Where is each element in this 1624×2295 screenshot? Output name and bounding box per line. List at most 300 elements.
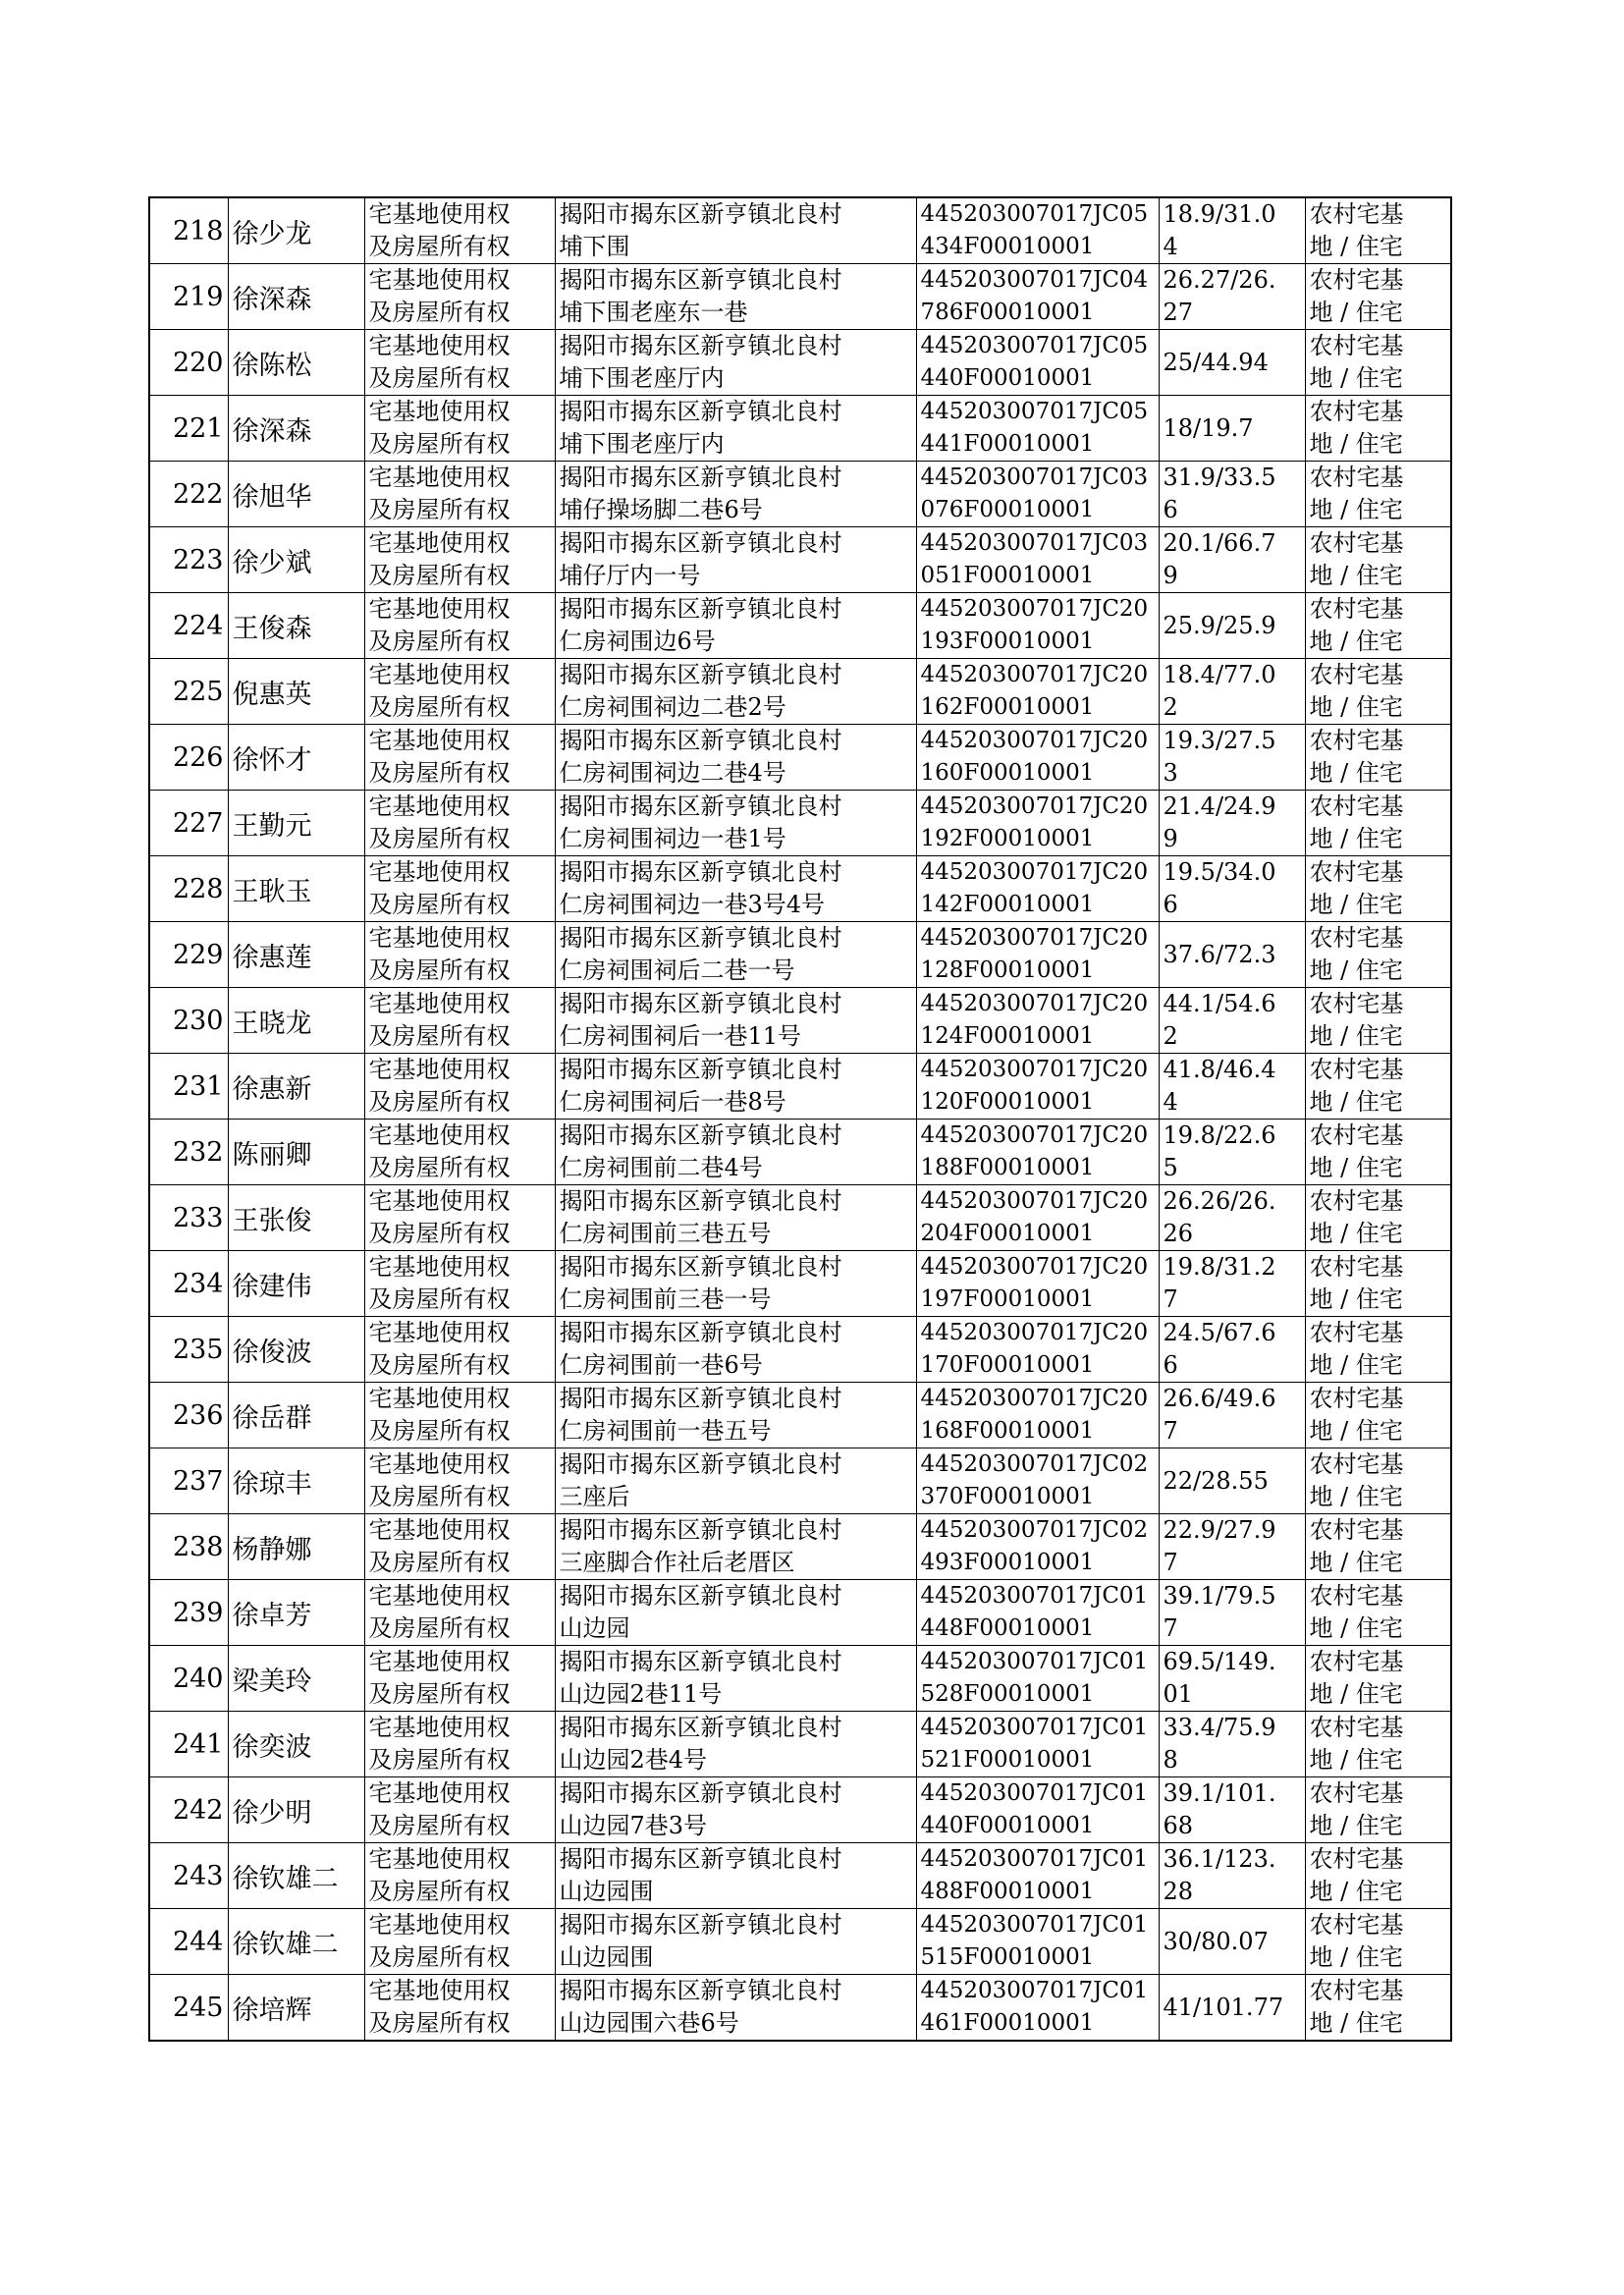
property-address-line: 山边园围 bbox=[559, 1878, 654, 1905]
unit-code-cell bbox=[916, 1054, 1159, 1120]
land-use-cell bbox=[1305, 1054, 1451, 1120]
property-address-line: 揭阳市揭东区新亨镇北良村 bbox=[559, 595, 842, 623]
right-type-cell bbox=[364, 593, 555, 659]
property-address-line: 山边园2巷11号 bbox=[559, 1680, 723, 1708]
table-row bbox=[149, 791, 1451, 856]
property-address-line: 山边园 bbox=[559, 1614, 630, 1642]
row-number-cell: 233 bbox=[149, 1185, 228, 1251]
owner-name-cell: 王俊森 bbox=[228, 593, 364, 659]
unit-code-line: 445203007017JC20 bbox=[920, 662, 1149, 687]
unit-code-line: 445203007017JC03 bbox=[920, 530, 1149, 556]
right-type-line: 及房屋所有权 bbox=[368, 1680, 511, 1708]
owner-name-cell: 徐惠新 bbox=[228, 1054, 364, 1120]
area-value-line: 22/28.55 bbox=[1163, 1466, 1269, 1495]
area-value-line: 18/19.7 bbox=[1163, 413, 1254, 442]
owner-name-cell: 徐俊波 bbox=[228, 1317, 364, 1383]
property-address-cell bbox=[555, 988, 916, 1054]
land-use-line: 地 / 住宅 bbox=[1309, 496, 1403, 523]
property-address-line: 三座脚合作社后老厝区 bbox=[559, 1549, 795, 1576]
unit-code-line: 370F00010001 bbox=[920, 1484, 1095, 1509]
land-use-line: 地 / 住宅 bbox=[1309, 1746, 1403, 1774]
owner-name-cell: 徐深森 bbox=[228, 396, 364, 462]
table-row bbox=[149, 1909, 1451, 1975]
area-value-cell bbox=[1159, 197, 1305, 264]
owner-name-cell: 徐深森 bbox=[228, 264, 364, 330]
land-use-cell bbox=[1305, 527, 1451, 593]
row-number-cell: 238 bbox=[149, 1514, 228, 1580]
property-address-line: 仁房祠围前二巷4号 bbox=[559, 1154, 763, 1181]
area-value-line: 2 bbox=[1163, 1022, 1178, 1050]
unit-code-line: 445203007017JC20 bbox=[920, 1188, 1149, 1214]
property-address-line: 揭阳市揭东区新亨镇北良村 bbox=[559, 529, 842, 557]
property-address-cell bbox=[555, 791, 916, 856]
property-address-line: 揭阳市揭东区新亨镇北良村 bbox=[559, 1714, 842, 1741]
property-address-line: 仁房祠围祠边一巷1号 bbox=[559, 825, 786, 852]
unit-code-line: 445203007017JC01 bbox=[920, 1780, 1149, 1806]
area-value-cell bbox=[1159, 988, 1305, 1054]
row-number-cell: 245 bbox=[149, 1975, 228, 2042]
property-address-cell bbox=[555, 856, 916, 922]
area-value-line: 68 bbox=[1163, 1812, 1194, 1839]
area-value-line: 6 bbox=[1163, 496, 1178, 523]
right-type-line: 宅基地使用权 bbox=[368, 266, 511, 294]
property-address-line: 仁房祠围祠边二巷2号 bbox=[559, 693, 786, 721]
area-value-cell bbox=[1159, 1448, 1305, 1514]
land-use-line: 农村宅基 bbox=[1309, 1253, 1404, 1281]
owner-name-cell: 徐怀才 bbox=[228, 725, 364, 791]
right-type-cell bbox=[364, 1712, 555, 1777]
unit-code-line: 445203007017JC01 bbox=[920, 1715, 1149, 1740]
right-type-cell bbox=[364, 988, 555, 1054]
right-type-line: 及房屋所有权 bbox=[368, 1154, 511, 1181]
right-type-line: 及房屋所有权 bbox=[368, 430, 511, 458]
land-use-line: 农村宅基 bbox=[1309, 464, 1404, 491]
row-number-cell: 232 bbox=[149, 1120, 228, 1185]
unit-code-line: 445203007017JC05 bbox=[920, 201, 1149, 227]
unit-code-line: 445203007017JC20 bbox=[920, 1254, 1149, 1280]
land-use-line: 农村宅基 bbox=[1309, 529, 1404, 557]
right-type-line: 及房屋所有权 bbox=[368, 1417, 511, 1445]
unit-code-cell bbox=[916, 1514, 1159, 1580]
land-use-cell bbox=[1305, 593, 1451, 659]
property-address-line: 山边园2巷4号 bbox=[559, 1746, 708, 1774]
land-use-cell bbox=[1305, 1514, 1451, 1580]
area-value-line: 18.4/77.0 bbox=[1163, 661, 1276, 688]
table-row bbox=[149, 1317, 1451, 1383]
land-use-line: 地 / 住宅 bbox=[1309, 1549, 1403, 1576]
unit-code-cell bbox=[916, 1383, 1159, 1448]
right-type-line: 及房屋所有权 bbox=[368, 693, 511, 721]
area-value-line: 39.1/101. bbox=[1163, 1779, 1276, 1807]
area-value-cell bbox=[1159, 1317, 1305, 1383]
area-value-line: 19.5/34.0 bbox=[1163, 858, 1276, 886]
right-type-line: 宅基地使用权 bbox=[368, 1121, 511, 1149]
right-type-cell bbox=[364, 1909, 555, 1975]
right-type-cell bbox=[364, 1975, 555, 2042]
area-value-line: 6 bbox=[1163, 1351, 1178, 1379]
property-address-line: 山边园围 bbox=[559, 1943, 654, 1971]
land-use-line: 地 / 住宅 bbox=[1309, 1022, 1403, 1050]
land-use-cell bbox=[1305, 264, 1451, 330]
land-use-line: 农村宅基 bbox=[1309, 924, 1404, 952]
land-use-line: 农村宅基 bbox=[1309, 661, 1404, 688]
land-use-line: 农村宅基 bbox=[1309, 1121, 1404, 1149]
right-type-cell bbox=[364, 1777, 555, 1843]
right-type-cell bbox=[364, 396, 555, 462]
unit-code-line: 445203007017JC20 bbox=[920, 859, 1149, 885]
land-use-line: 农村宅基 bbox=[1309, 200, 1404, 228]
right-type-line: 及房屋所有权 bbox=[368, 1351, 511, 1379]
row-number-cell: 241 bbox=[149, 1712, 228, 1777]
property-address-cell bbox=[555, 1054, 916, 1120]
property-address-line: 仁房祠围前三巷五号 bbox=[559, 1220, 772, 1247]
area-value-line: 7 bbox=[1163, 1549, 1178, 1576]
land-use-line: 农村宅基 bbox=[1309, 398, 1404, 425]
area-value-line: 69.5/149. bbox=[1163, 1648, 1276, 1675]
right-type-line: 宅基地使用权 bbox=[368, 200, 511, 228]
land-use-line: 农村宅基 bbox=[1309, 1977, 1404, 2004]
property-address-line: 揭阳市揭东区新亨镇北良村 bbox=[559, 398, 842, 425]
property-address-line: 仁房祠围前一巷五号 bbox=[559, 1417, 772, 1445]
area-value-cell bbox=[1159, 330, 1305, 396]
table-row bbox=[149, 1843, 1451, 1909]
area-value-line: 41/101.77 bbox=[1163, 1993, 1284, 2021]
area-value-line: 41.8/46.4 bbox=[1163, 1056, 1276, 1083]
owner-name-cell: 徐少龙 bbox=[228, 197, 364, 264]
row-number-cell: 227 bbox=[149, 791, 228, 856]
unit-code-line: 445203007017JC05 bbox=[920, 399, 1149, 424]
table-row bbox=[149, 659, 1451, 725]
unit-code-cell bbox=[916, 1580, 1159, 1646]
land-use-line: 地 / 住宅 bbox=[1309, 1812, 1403, 1839]
area-value-line: 7 bbox=[1163, 1417, 1178, 1445]
right-type-cell bbox=[364, 1646, 555, 1712]
row-number-cell: 221 bbox=[149, 396, 228, 462]
area-value-line: 2 bbox=[1163, 693, 1178, 721]
unit-code-line: 786F00010001 bbox=[920, 300, 1095, 325]
right-type-line: 宅基地使用权 bbox=[368, 1911, 511, 1939]
land-use-cell bbox=[1305, 1580, 1451, 1646]
property-address-line: 揭阳市揭东区新亨镇北良村 bbox=[559, 1845, 842, 1873]
property-address-line: 揭阳市揭东区新亨镇北良村 bbox=[559, 1319, 842, 1346]
table-row bbox=[149, 1448, 1451, 1514]
owner-name-cell: 王勤元 bbox=[228, 791, 364, 856]
area-value-line: 7 bbox=[1163, 1614, 1178, 1642]
area-value-line: 01 bbox=[1163, 1680, 1194, 1708]
right-type-line: 宅基地使用权 bbox=[368, 332, 511, 359]
unit-code-line: 445203007017JC05 bbox=[920, 333, 1149, 358]
owner-name-cell: 王张俊 bbox=[228, 1185, 364, 1251]
area-value-cell bbox=[1159, 396, 1305, 462]
row-number-cell: 231 bbox=[149, 1054, 228, 1120]
property-address-cell bbox=[555, 1251, 916, 1317]
property-address-line: 揭阳市揭东区新亨镇北良村 bbox=[559, 1187, 842, 1215]
unit-code-cell bbox=[916, 1251, 1159, 1317]
unit-code-line: 445203007017JC20 bbox=[920, 991, 1149, 1016]
area-value-line: 37.6/72.3 bbox=[1163, 940, 1276, 968]
table-row bbox=[149, 264, 1451, 330]
right-type-line: 及房屋所有权 bbox=[368, 628, 511, 655]
property-address-line: 揭阳市揭东区新亨镇北良村 bbox=[559, 1779, 842, 1807]
unit-code-cell bbox=[916, 1448, 1159, 1514]
row-number-cell: 237 bbox=[149, 1448, 228, 1514]
row-number-cell: 224 bbox=[149, 593, 228, 659]
area-value-cell bbox=[1159, 1054, 1305, 1120]
area-value-cell bbox=[1159, 593, 1305, 659]
land-use-line: 地 / 住宅 bbox=[1309, 1878, 1403, 1905]
property-address-cell bbox=[555, 1317, 916, 1383]
right-type-line: 宅基地使用权 bbox=[368, 1516, 511, 1544]
area-value-cell bbox=[1159, 1777, 1305, 1843]
property-address-line: 揭阳市揭东区新亨镇北良村 bbox=[559, 1516, 842, 1544]
property-address-cell bbox=[555, 659, 916, 725]
property-address-line: 埔下围老座东一巷 bbox=[559, 299, 748, 326]
property-address-line: 揭阳市揭东区新亨镇北良村 bbox=[559, 1582, 842, 1610]
land-use-cell bbox=[1305, 1120, 1451, 1185]
right-type-line: 宅基地使用权 bbox=[368, 1450, 511, 1478]
land-use-cell bbox=[1305, 1317, 1451, 1383]
owner-name-cell: 陈丽卿 bbox=[228, 1120, 364, 1185]
property-address-line: 埔仔操场脚二巷6号 bbox=[559, 496, 763, 523]
owner-name-cell: 徐钦雄二 bbox=[228, 1843, 364, 1909]
area-value-cell bbox=[1159, 1120, 1305, 1185]
area-value-cell bbox=[1159, 1251, 1305, 1317]
row-number-cell: 244 bbox=[149, 1909, 228, 1975]
right-type-line: 宅基地使用权 bbox=[368, 1977, 511, 2004]
right-type-cell bbox=[364, 1580, 555, 1646]
property-address-line: 揭阳市揭东区新亨镇北良村 bbox=[559, 266, 842, 294]
land-use-line: 农村宅基 bbox=[1309, 1648, 1404, 1675]
unit-code-cell bbox=[916, 1317, 1159, 1383]
land-use-line: 农村宅基 bbox=[1309, 1056, 1404, 1083]
property-address-line: 揭阳市揭东区新亨镇北良村 bbox=[559, 1253, 842, 1281]
right-type-line: 及房屋所有权 bbox=[368, 496, 511, 523]
land-use-cell bbox=[1305, 1975, 1451, 2042]
property-address-cell bbox=[555, 1120, 916, 1185]
right-type-line: 宅基地使用权 bbox=[368, 924, 511, 952]
unit-code-cell bbox=[916, 1120, 1159, 1185]
area-value-cell bbox=[1159, 725, 1305, 791]
land-use-cell bbox=[1305, 1777, 1451, 1843]
unit-code-line: 434F00010001 bbox=[920, 234, 1095, 259]
unit-code-cell bbox=[916, 330, 1159, 396]
unit-code-line: 120F00010001 bbox=[920, 1089, 1095, 1115]
right-type-line: 宅基地使用权 bbox=[368, 990, 511, 1017]
property-address-line: 揭阳市揭东区新亨镇北良村 bbox=[559, 332, 842, 359]
right-type-cell bbox=[364, 1317, 555, 1383]
unit-code-line: 440F00010001 bbox=[920, 365, 1095, 391]
property-address-line: 揭阳市揭东区新亨镇北良村 bbox=[559, 858, 842, 886]
property-address-cell bbox=[555, 462, 916, 527]
unit-code-cell bbox=[916, 396, 1159, 462]
property-address-line: 揭阳市揭东区新亨镇北良村 bbox=[559, 1648, 842, 1675]
unit-code-line: 160F00010001 bbox=[920, 760, 1095, 786]
right-type-cell bbox=[364, 330, 555, 396]
unit-code-line: 445203007017JC20 bbox=[920, 1122, 1149, 1148]
land-use-cell bbox=[1305, 1646, 1451, 1712]
right-type-line: 宅基地使用权 bbox=[368, 792, 511, 820]
owner-name-cell: 徐惠莲 bbox=[228, 922, 364, 988]
right-type-cell bbox=[364, 856, 555, 922]
property-address-cell bbox=[555, 1448, 916, 1514]
area-value-cell bbox=[1159, 1646, 1305, 1712]
area-value-cell bbox=[1159, 1712, 1305, 1777]
right-type-line: 及房屋所有权 bbox=[368, 562, 511, 589]
land-use-line: 农村宅基 bbox=[1309, 1714, 1404, 1741]
right-type-line: 宅基地使用权 bbox=[368, 1648, 511, 1675]
owner-name-cell: 徐琼丰 bbox=[228, 1448, 364, 1514]
area-value-cell bbox=[1159, 462, 1305, 527]
right-type-cell bbox=[364, 1448, 555, 1514]
property-address-cell bbox=[555, 1975, 916, 2042]
property-address-line: 揭阳市揭东区新亨镇北良村 bbox=[559, 1911, 842, 1939]
table-row bbox=[149, 396, 1451, 462]
row-number-cell: 226 bbox=[149, 725, 228, 791]
area-value-line: 20.1/66.7 bbox=[1163, 529, 1276, 557]
table-row bbox=[149, 197, 1451, 264]
unit-code-line: 445203007017JC02 bbox=[920, 1517, 1149, 1543]
unit-code-line: 521F00010001 bbox=[920, 1747, 1095, 1773]
unit-code-line: 204F00010001 bbox=[920, 1221, 1095, 1246]
row-number-cell: 243 bbox=[149, 1843, 228, 1909]
land-use-line: 农村宅基 bbox=[1309, 1450, 1404, 1478]
owner-name-cell: 徐少斌 bbox=[228, 527, 364, 593]
land-use-cell bbox=[1305, 856, 1451, 922]
unit-code-cell bbox=[916, 527, 1159, 593]
right-type-line: 及房屋所有权 bbox=[368, 299, 511, 326]
unit-code-line: 445203007017JC20 bbox=[920, 596, 1149, 622]
property-address-line: 仁房祠围祠后一巷11号 bbox=[559, 1022, 802, 1050]
land-use-cell bbox=[1305, 1843, 1451, 1909]
unit-code-line: 445203007017JC20 bbox=[920, 1057, 1149, 1082]
table-row bbox=[149, 1120, 1451, 1185]
area-value-line: 36.1/123. bbox=[1163, 1845, 1276, 1873]
unit-code-cell bbox=[916, 791, 1159, 856]
land-use-cell bbox=[1305, 1909, 1451, 1975]
area-value-line: 25.9/25.9 bbox=[1163, 611, 1276, 639]
area-value-line: 26.27/26. bbox=[1163, 266, 1276, 294]
right-type-line: 及房屋所有权 bbox=[368, 759, 511, 787]
land-use-cell bbox=[1305, 197, 1451, 264]
right-type-cell bbox=[364, 659, 555, 725]
property-address-line: 仁房祠围祠后二巷一号 bbox=[559, 956, 795, 984]
table-row bbox=[149, 1251, 1451, 1317]
table-row bbox=[149, 1185, 1451, 1251]
table-row bbox=[149, 725, 1451, 791]
area-value-cell bbox=[1159, 1185, 1305, 1251]
owner-name-cell: 徐卓芳 bbox=[228, 1580, 364, 1646]
right-type-line: 及房屋所有权 bbox=[368, 1088, 511, 1116]
right-type-line: 宅基地使用权 bbox=[368, 1319, 511, 1346]
property-address-line: 揭阳市揭东区新亨镇北良村 bbox=[559, 1450, 842, 1478]
property-address-line: 揭阳市揭东区新亨镇北良村 bbox=[559, 661, 842, 688]
property-address-line: 埔下围老座厅内 bbox=[559, 430, 725, 458]
right-type-cell bbox=[364, 791, 555, 856]
row-number-cell: 219 bbox=[149, 264, 228, 330]
area-value-line: 19.8/31.2 bbox=[1163, 1253, 1276, 1281]
owner-name-cell: 徐陈松 bbox=[228, 330, 364, 396]
unit-code-line: 445203007017JC01 bbox=[920, 1912, 1149, 1938]
right-type-line: 及房屋所有权 bbox=[368, 364, 511, 392]
area-value-line: 26.26/26. bbox=[1163, 1187, 1276, 1215]
area-value-line: 8 bbox=[1163, 1746, 1178, 1774]
land-use-line: 地 / 住宅 bbox=[1309, 1154, 1403, 1181]
unit-code-line: 188F00010001 bbox=[920, 1155, 1095, 1180]
land-use-line: 地 / 住宅 bbox=[1309, 759, 1403, 787]
property-address-cell bbox=[555, 527, 916, 593]
land-use-line: 农村宅基 bbox=[1309, 1845, 1404, 1873]
area-value-line: 28 bbox=[1163, 1878, 1194, 1905]
row-number-cell: 236 bbox=[149, 1383, 228, 1448]
row-number-cell: 234 bbox=[149, 1251, 228, 1317]
table-row bbox=[149, 1383, 1451, 1448]
unit-code-cell bbox=[916, 593, 1159, 659]
right-type-line: 及房屋所有权 bbox=[368, 1943, 511, 1971]
unit-code-line: 448F00010001 bbox=[920, 1615, 1095, 1641]
land-use-line: 农村宅基 bbox=[1309, 990, 1404, 1017]
land-use-line: 地 / 住宅 bbox=[1309, 693, 1403, 721]
table-row bbox=[149, 1580, 1451, 1646]
land-use-line: 地 / 住宅 bbox=[1309, 825, 1403, 852]
right-type-line: 宅基地使用权 bbox=[368, 595, 511, 623]
row-number-cell: 223 bbox=[149, 527, 228, 593]
land-use-line: 地 / 住宅 bbox=[1309, 299, 1403, 326]
area-value-line: 5 bbox=[1163, 1154, 1178, 1181]
unit-code-line: 192F00010001 bbox=[920, 826, 1095, 851]
right-type-line: 宅基地使用权 bbox=[368, 661, 511, 688]
table-row bbox=[149, 1777, 1451, 1843]
unit-code-line: 162F00010001 bbox=[920, 694, 1095, 720]
right-type-line: 宅基地使用权 bbox=[368, 1779, 511, 1807]
area-value-cell bbox=[1159, 1383, 1305, 1448]
right-type-line: 宅基地使用权 bbox=[368, 727, 511, 754]
unit-code-cell bbox=[916, 659, 1159, 725]
row-number-cell: 228 bbox=[149, 856, 228, 922]
land-use-line: 地 / 住宅 bbox=[1309, 956, 1403, 984]
land-use-cell bbox=[1305, 725, 1451, 791]
land-use-line: 农村宅基 bbox=[1309, 332, 1404, 359]
unit-code-cell bbox=[916, 1712, 1159, 1777]
owner-name-cell: 王耿玉 bbox=[228, 856, 364, 922]
area-value-line: 4 bbox=[1163, 1088, 1178, 1116]
land-use-line: 地 / 住宅 bbox=[1309, 1483, 1403, 1510]
right-type-cell bbox=[364, 1514, 555, 1580]
property-address-cell bbox=[555, 1712, 916, 1777]
unit-code-line: 197F00010001 bbox=[920, 1286, 1095, 1312]
land-use-line: 农村宅基 bbox=[1309, 792, 1404, 820]
table-row bbox=[149, 1514, 1451, 1580]
area-value-line: 19.3/27.5 bbox=[1163, 727, 1276, 754]
row-number-cell: 229 bbox=[149, 922, 228, 988]
area-value-cell bbox=[1159, 1975, 1305, 2042]
land-use-cell bbox=[1305, 1448, 1451, 1514]
right-type-line: 宅基地使用权 bbox=[368, 1187, 511, 1215]
land-use-line: 农村宅基 bbox=[1309, 1582, 1404, 1610]
unit-code-line: 488F00010001 bbox=[920, 1879, 1095, 1904]
land-use-cell bbox=[1305, 922, 1451, 988]
right-type-cell bbox=[364, 197, 555, 264]
unit-code-cell bbox=[916, 856, 1159, 922]
right-type-cell bbox=[364, 1251, 555, 1317]
right-type-line: 宅基地使用权 bbox=[368, 858, 511, 886]
row-number-cell: 218 bbox=[149, 197, 228, 264]
area-value-line: 30/80.07 bbox=[1163, 1927, 1269, 1955]
property-address-cell bbox=[555, 1580, 916, 1646]
right-type-line: 及房屋所有权 bbox=[368, 891, 511, 918]
area-value-line: 26 bbox=[1163, 1220, 1194, 1247]
row-number-cell: 225 bbox=[149, 659, 228, 725]
land-use-line: 地 / 住宅 bbox=[1309, 364, 1403, 392]
